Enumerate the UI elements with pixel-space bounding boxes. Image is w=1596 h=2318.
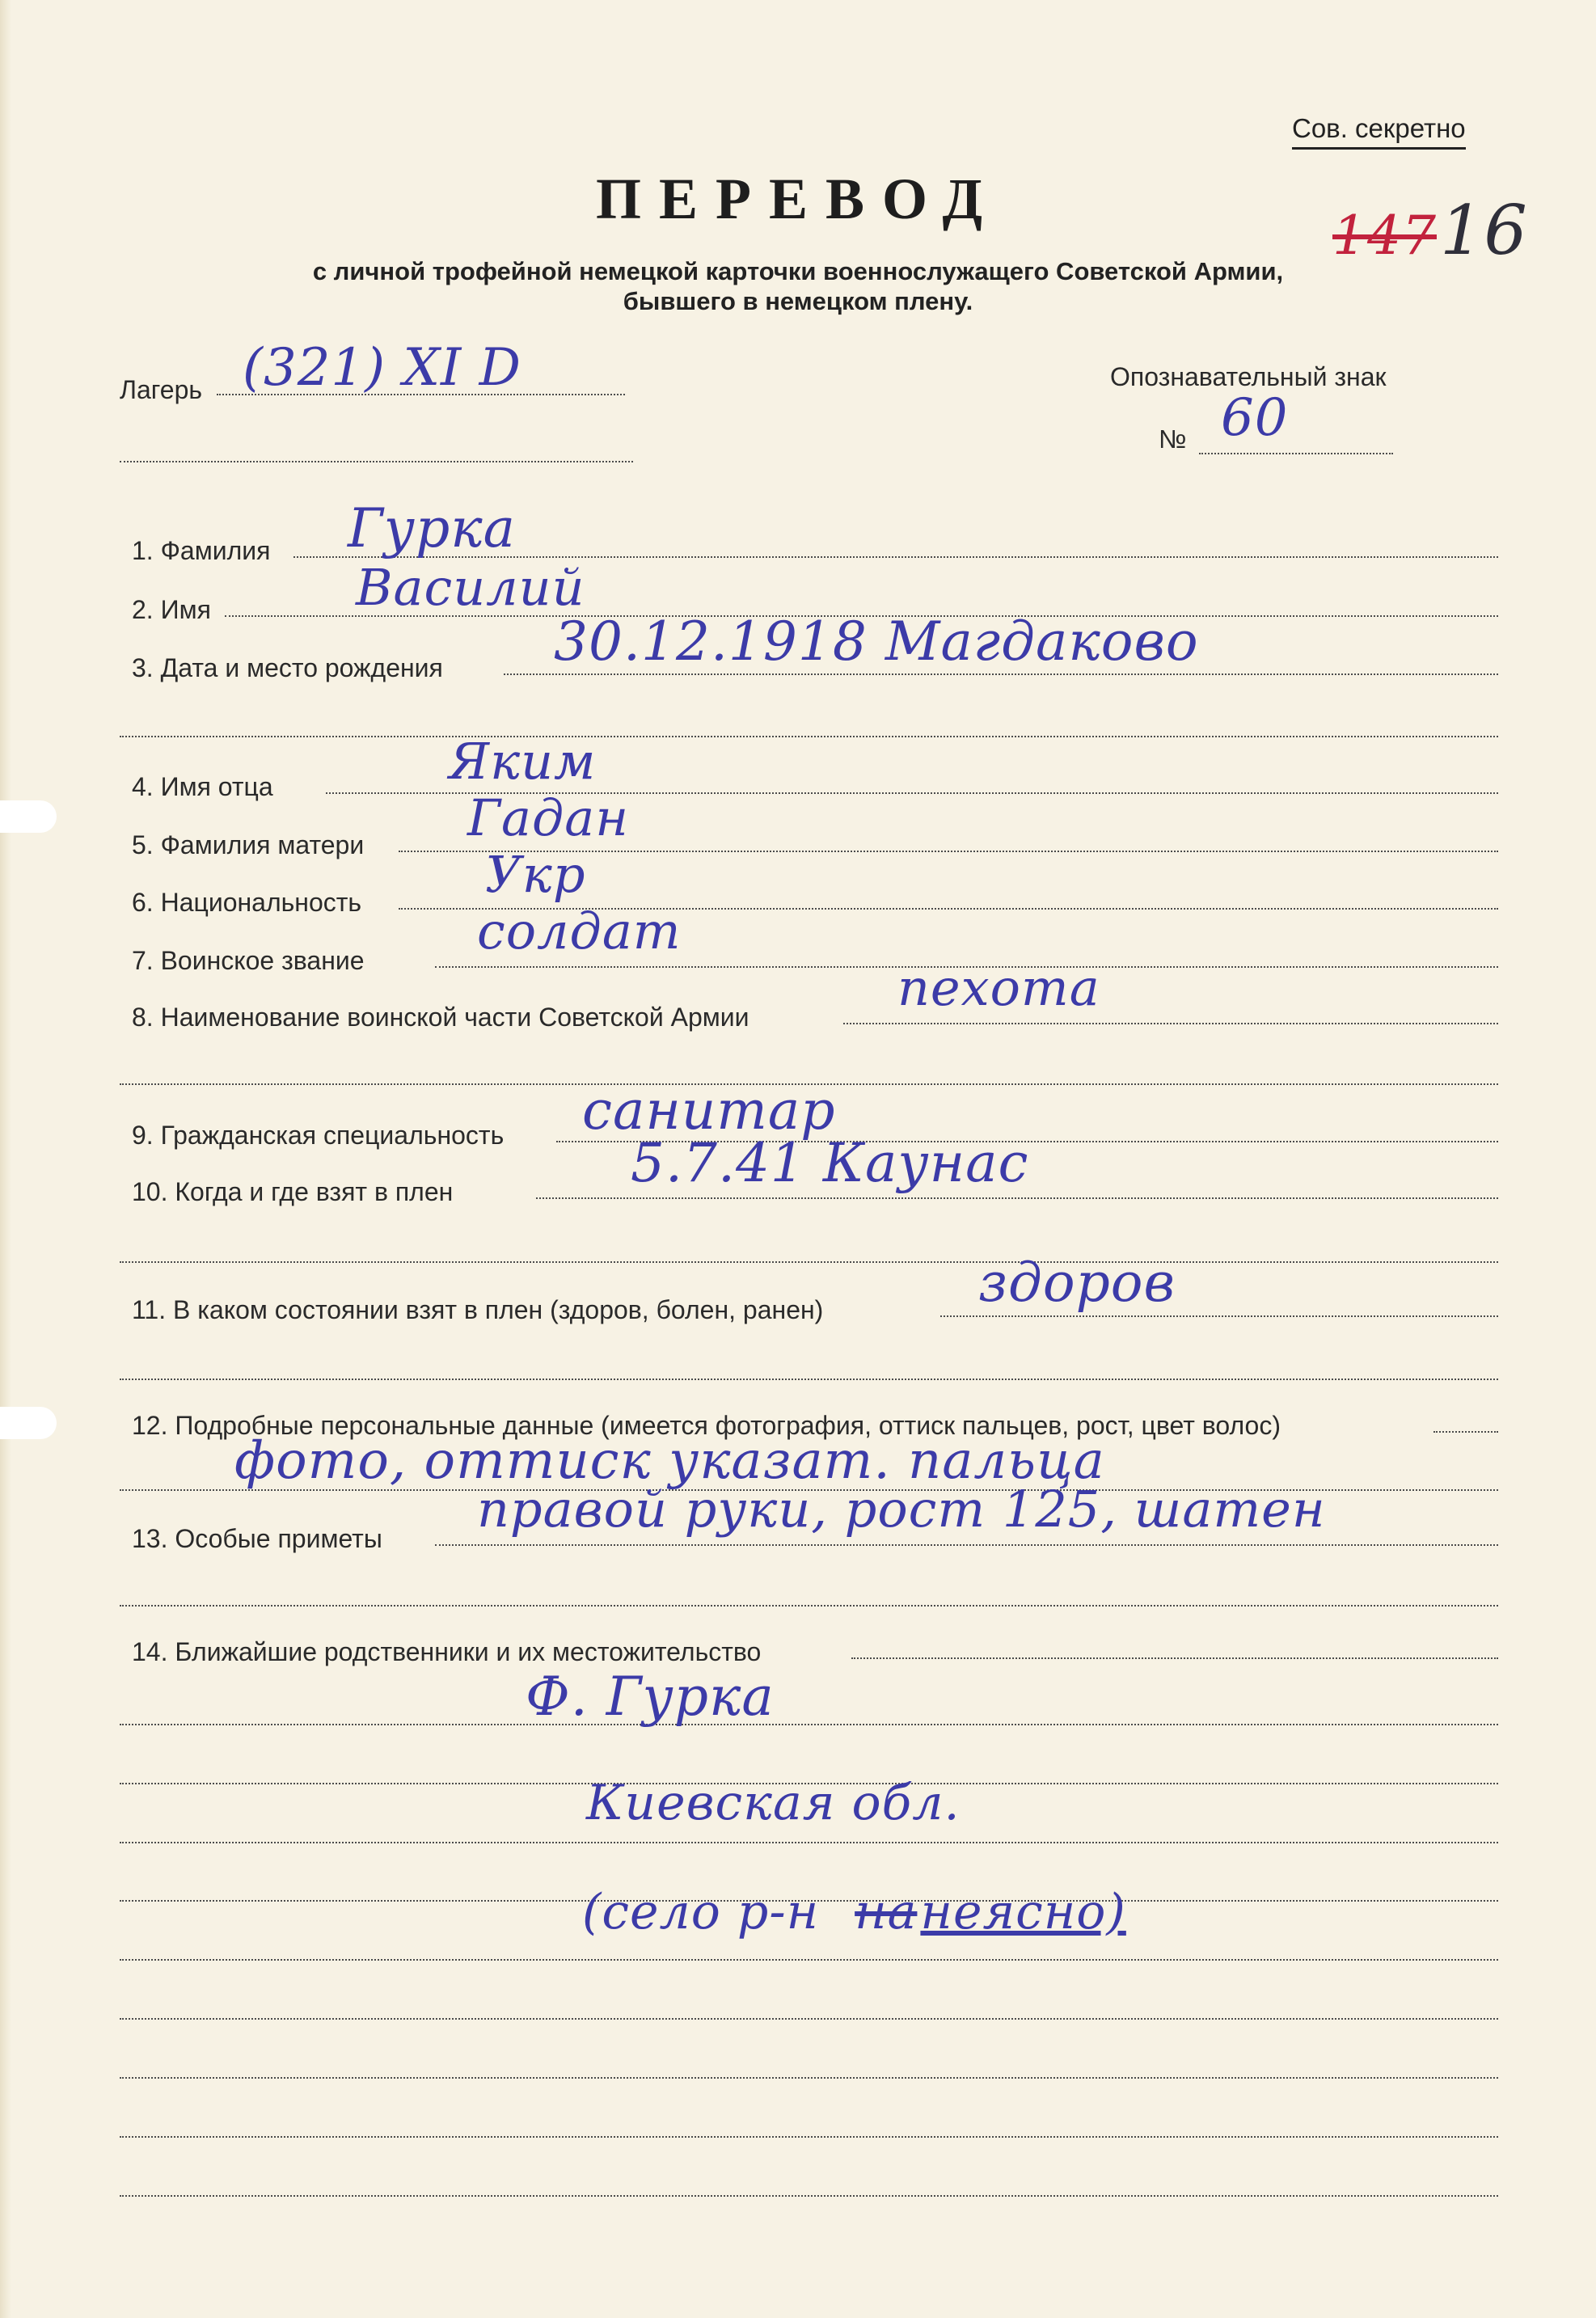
field-relatives-value-3	[582, 1884, 1126, 1940]
classification-stamp: Сов. секретно	[1292, 113, 1466, 150]
field-rank-value: солдат	[477, 901, 682, 961]
id-tag-line	[1199, 453, 1393, 454]
field-unit-label: 8. Наименование воинской части Советской Армии	[132, 1003, 749, 1032]
archive-number-current: 16	[1439, 191, 1528, 270]
field-relatives-line-4	[120, 1842, 1498, 1843]
field-surname-value: Гурка	[348, 497, 516, 559]
id-tag-label: Опознавательный знак	[1110, 362, 1387, 391]
field-marks-label: 13. Особые приметы	[132, 1524, 382, 1553]
field-condition-line-2	[120, 1379, 1498, 1380]
field-birth-line-2	[120, 736, 1498, 737]
field-birth-label: 3. Дата и место рождения	[132, 653, 443, 682]
id-tag-value: 60	[1221, 388, 1289, 448]
field-relatives-line-9	[120, 2136, 1498, 2138]
field-personal-data-value: фото, оттиск указат. пальца	[234, 1431, 1105, 1491]
field-condition-label: 11. В каком состоянии взят в плен (здоров, болен, ранен)	[132, 1295, 824, 1324]
field-relatives-line-8	[120, 2077, 1498, 2079]
camp-value: (321) XI D	[243, 338, 521, 398]
field-birth-value: 30.12.1918 Магдаково	[554, 610, 1199, 673]
field-mother-value: Гадан	[467, 788, 630, 847]
relatives-line3-close: неясно)	[920, 1884, 1126, 1940]
field-surname-label: 1. Фамилия	[132, 536, 271, 565]
field-relatives-line-10	[120, 2195, 1498, 2197]
id-tag-number-label: №	[1159, 424, 1187, 454]
relatives-line3-open: (село р-н	[582, 1884, 820, 1940]
field-marks-value: правой руки, рост 125, шатен	[477, 1480, 1326, 1539]
field-capture-line-2	[120, 1261, 1498, 1263]
field-rank-label: 7. Воинское звание	[132, 946, 365, 975]
subtitle-line-1: с личной трофейной немецкой карточки военнослужащего Советской Армии,	[312, 257, 1284, 285]
field-personal-data-line	[1433, 1431, 1498, 1433]
field-capture-line	[536, 1197, 1498, 1199]
field-birth-line	[504, 673, 1498, 675]
field-relatives-value-1: Ф. Гурка	[526, 1666, 775, 1728]
field-father-value: Яким	[449, 732, 597, 791]
field-marks-line-2	[120, 1605, 1498, 1607]
torn-notch	[0, 800, 57, 833]
field-marks-line	[435, 1544, 1498, 1546]
field-nationality-value: Укр	[485, 845, 586, 904]
field-unit-value: пехота	[897, 958, 1100, 1017]
field-relatives-line-7	[120, 2018, 1498, 2020]
field-name-label: 2. Имя	[132, 595, 211, 624]
field-relatives-value-2: Киевская обл.	[586, 1775, 961, 1831]
subtitle-line-2: бывшего в немецком плену.	[623, 287, 973, 315]
field-capture-value: 5.7.41 Каунас	[631, 1132, 1029, 1194]
field-relatives-line	[851, 1657, 1498, 1659]
field-condition-line	[940, 1315, 1498, 1317]
relatives-line3-struck: на	[855, 1884, 918, 1940]
field-mother-label: 5. Фамилия матери	[132, 830, 365, 859]
camp-label: Лагерь	[120, 375, 203, 404]
archive-number-struck: 147	[1332, 205, 1437, 267]
field-profession-label: 9. Гражданская специальность	[132, 1121, 505, 1150]
field-profession-value: санитар	[582, 1079, 836, 1142]
field-name-value: Василий	[356, 558, 585, 617]
field-unit-line	[843, 1023, 1498, 1024]
page-title: ПЕРЕВОД	[595, 167, 1000, 231]
field-personal-data-label: 12. Подробные персональные данные (имеется фотография, оттиск пальцев, рост, цвет волос)	[132, 1411, 1281, 1440]
camp-line-2	[120, 461, 633, 462]
field-condition-value: здоров	[978, 1252, 1176, 1314]
paper-edge	[0, 0, 11, 2318]
field-nationality-label: 6. Национальность	[132, 888, 362, 917]
field-relatives-line-6	[120, 1959, 1498, 1961]
torn-notch	[0, 1407, 57, 1439]
field-relatives-label: 14. Ближайшие родственники и их местожительство	[132, 1637, 762, 1666]
field-capture-label: 10. Когда и где взят в плен	[132, 1177, 454, 1206]
field-father-label: 4. Имя отца	[132, 772, 273, 801]
field-relatives-line-2	[120, 1724, 1498, 1725]
